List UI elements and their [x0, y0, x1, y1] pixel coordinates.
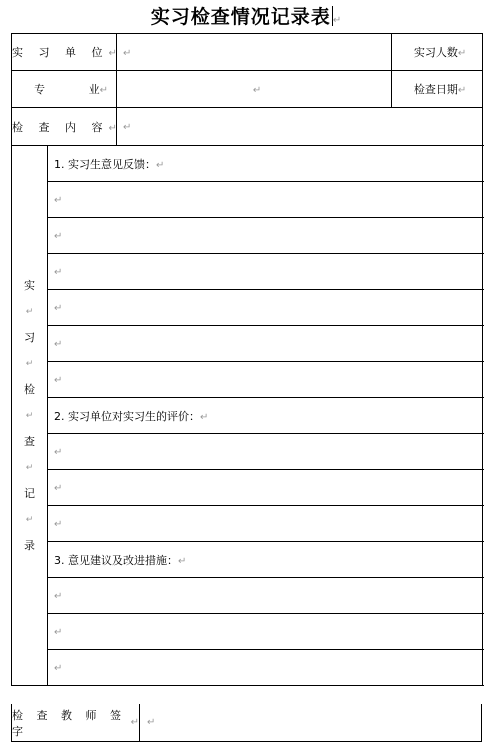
suggestion-line[interactable]: ↵ [48, 578, 483, 614]
feedback-line[interactable]: ↵ [48, 290, 483, 326]
inspection-date-label: 检查日期↵ [392, 71, 483, 108]
inspection-content-field[interactable]: ↵ [117, 108, 483, 146]
page-title: 实习检查情况记录表 ↵ [150, 6, 343, 28]
suggestion-line[interactable]: ↵ [48, 614, 483, 650]
internship-unit-label: 实 习 单 位↵ [12, 34, 117, 71]
feedback-line[interactable]: ↵ [48, 254, 483, 290]
inspector-signature-label: 检 查 教 师 签 字 ↵ [12, 704, 140, 741]
suggestion-line[interactable]: ↵ [48, 650, 483, 686]
major-field[interactable]: ↵ [117, 71, 392, 108]
intern-count-label: 实习人数↵ [392, 34, 483, 71]
major-label: 专 业↵ [12, 71, 117, 108]
evaluation-line[interactable]: ↵ [48, 434, 483, 470]
feedback-line[interactable]: ↵ [48, 218, 483, 254]
feedback-line[interactable]: ↵ [48, 182, 483, 218]
feedback-line[interactable]: ↵ [48, 362, 483, 398]
section-heading-feedback: 1. 实习生意见反馈：↵ [48, 146, 483, 182]
section-heading-unit-evaluation: 2. 实习单位对实习生的评价：↵ [48, 398, 483, 434]
inspection-record-table [11, 33, 483, 686]
evaluation-line[interactable]: ↵ [48, 470, 483, 506]
inspection-record-side-label: 实 ↵ 习 ↵ 检 ↵ 查 ↵ 记 ↵ 录 [12, 146, 48, 686]
internship-unit-field[interactable]: ↵ [117, 34, 392, 71]
signature-row [11, 704, 482, 742]
inspection-content-label: 检 查 内 容↵ [12, 108, 117, 146]
feedback-line[interactable]: ↵ [48, 326, 483, 362]
section-heading-suggestions: 3. 意见建议及改进措施：↵ [48, 542, 483, 578]
inspector-signature-field[interactable]: ↵ [147, 717, 156, 728]
paragraph-mark-icon: ↵ [332, 15, 343, 26]
evaluation-line[interactable]: ↵ [48, 506, 483, 542]
